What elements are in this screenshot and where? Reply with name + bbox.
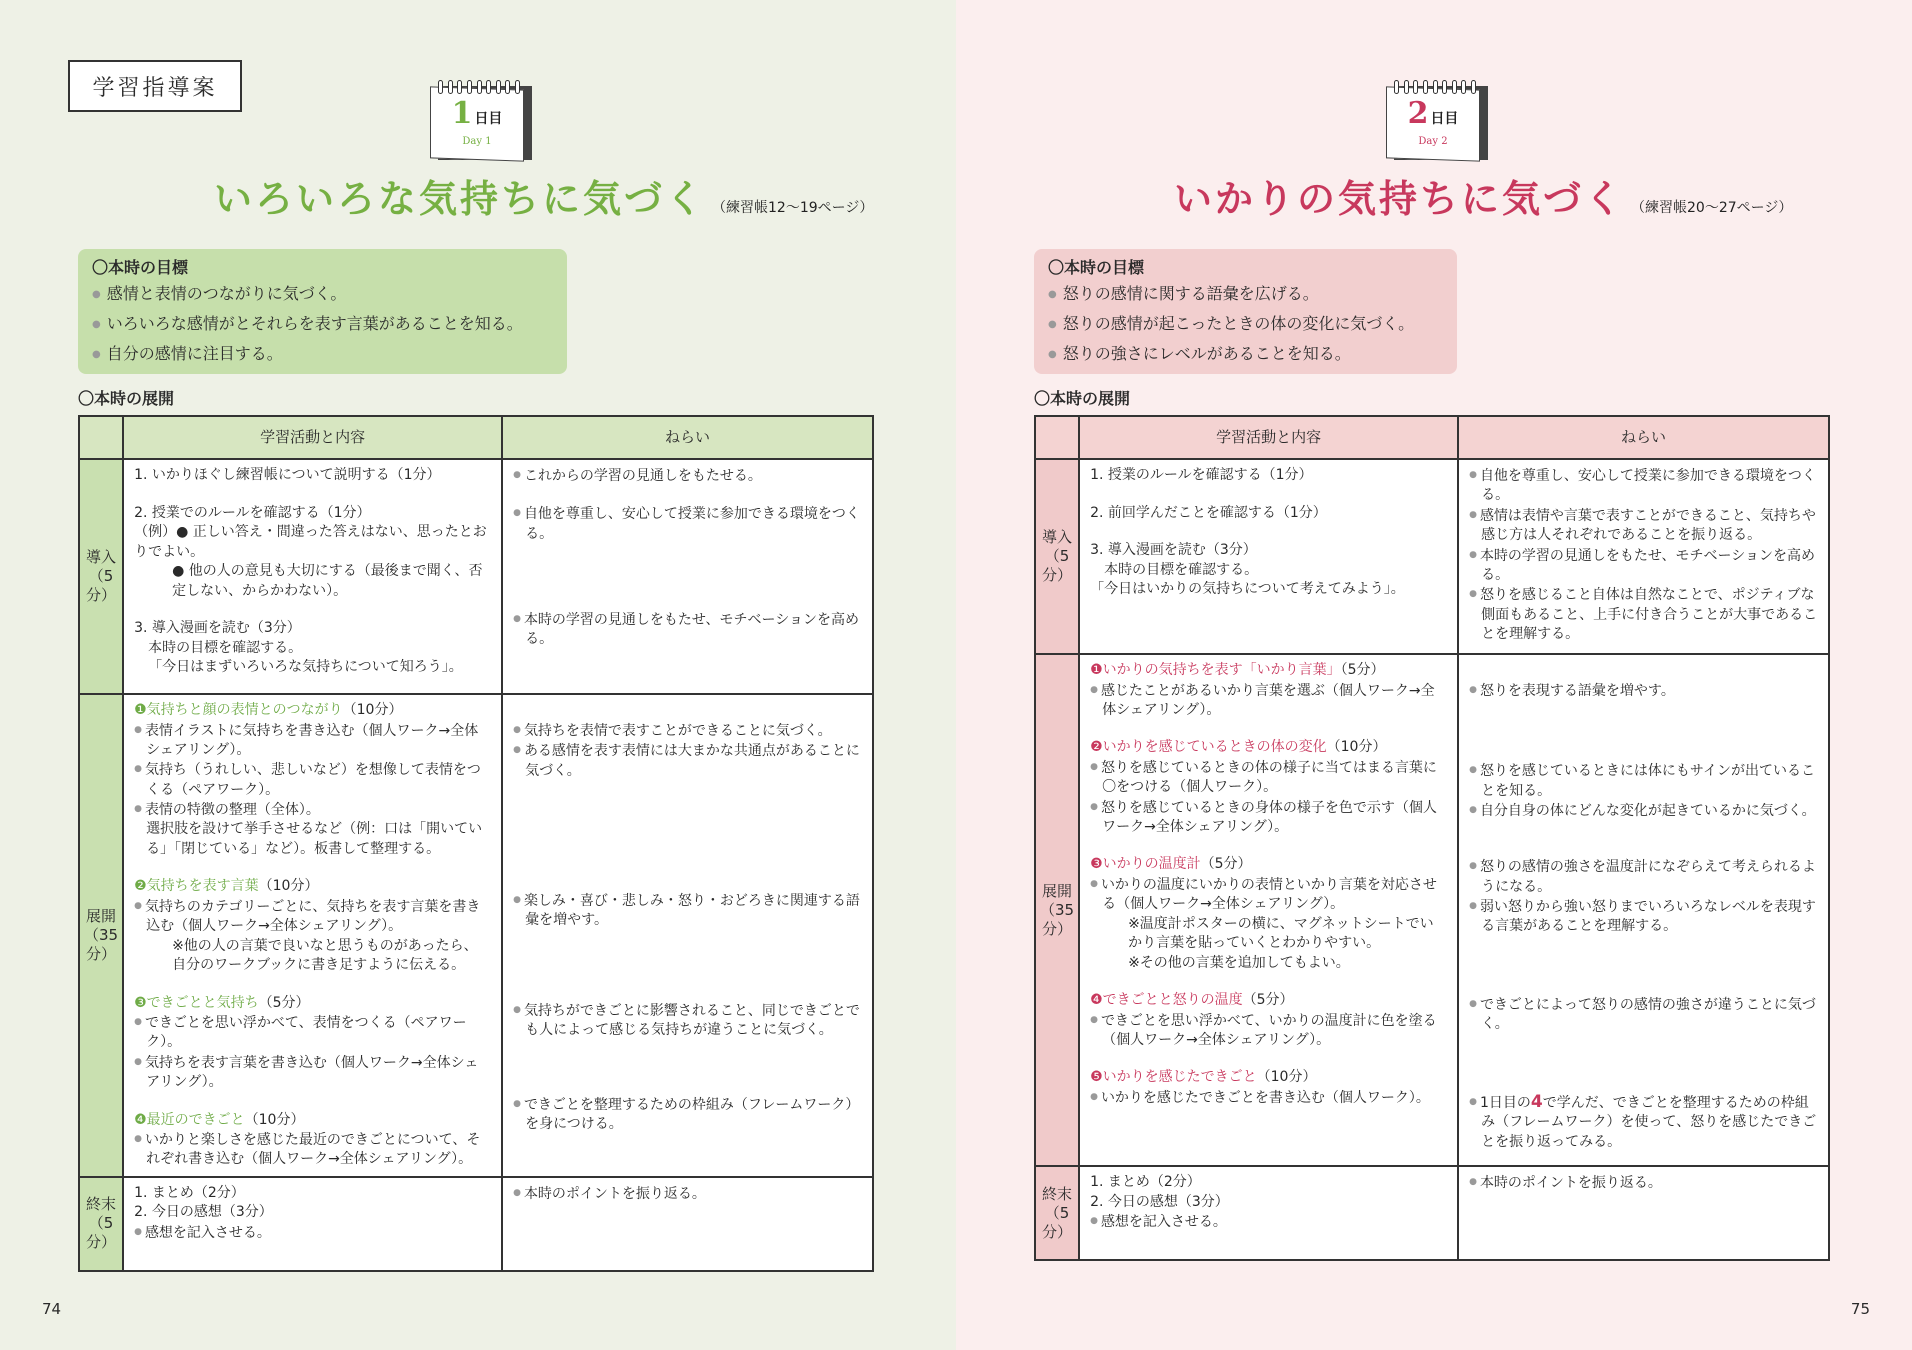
aim-item: ● 気持ちを表情で表すことができることに気づく。 <box>513 721 862 741</box>
activity-bullet: ● 表情イラストに気持ちを書き込む（個人ワーク→全体シェアリング）。 <box>134 721 491 761</box>
phase-main-label: 展開（35分） <box>1035 654 1079 1166</box>
column-header-activity: 学習活動と内容 <box>123 416 502 459</box>
lesson-goals <box>78 249 567 374</box>
step-number: ❸ <box>134 994 147 1011</box>
activity-note: ※他の人の言葉で良いなと思うものがあったら、自分のワークブックに書き足すように伝える。 <box>172 937 478 973</box>
main-aims <box>1458 654 1829 1166</box>
aim-item: ● 本時の学習の見通しをもたせ、モチベーションを高める。 <box>513 610 862 650</box>
phase-intro-label: 導入（5分） <box>79 459 123 694</box>
lesson-plan-table <box>1034 415 1830 1261</box>
step-title: いかりを感じているときの体の変化 <box>1102 739 1327 756</box>
step-time: （5分） <box>258 994 310 1011</box>
activity-bullet: ● 感想を記入させる。 <box>1090 1212 1447 1232</box>
activity-example: （例）● 正しい答え・間違った答えはない、思ったとおりでよい。 <box>134 524 487 560</box>
lesson-title-text: いろいろな気持ちに気づく <box>214 177 707 221</box>
aim-item: ● 自他を尊重し、安心して授業に参加できる環境をつくる。 <box>513 504 862 544</box>
step-time: （10分） <box>244 1111 305 1128</box>
step-number: ❸ <box>1090 856 1103 873</box>
activity-section <box>134 701 491 859</box>
activity-bullet: ● できごとを思い浮かべて、いかりの温度計に色を塗る（個人ワーク→全体シェアリング）。 <box>1090 1011 1447 1051</box>
step-time: （10分） <box>1326 739 1387 756</box>
step-number: ❷ <box>134 878 147 895</box>
activity-bullet: ● 感じたことがあるいかり言葉を選ぶ（個人ワーク→全体シェアリング）。 <box>1090 681 1447 721</box>
aim-item: ● 本時の学習の見通しをもたせ、モチベーションを高める。 <box>1469 546 1818 586</box>
phase-end-label: 終末（5分） <box>79 1177 123 1271</box>
aim-item: ● 自分自身の体にどんな変化が起きているかに気づく。 <box>1469 801 1818 821</box>
activity-item: 1. まとめ（2分） <box>1090 1174 1201 1190</box>
step-title: いかりの温度計 <box>1102 856 1201 873</box>
column-header-activity: 学習活動と内容 <box>1079 416 1458 459</box>
intro-activities <box>123 459 502 694</box>
lesson-title-text: いかりの気持ちに気づく <box>1174 177 1626 221</box>
aim-item: ● できごとを整理するための枠組み（フレームワーク）を身につける。 <box>513 1095 862 1135</box>
phase-end-label: 終末（5分） <box>1035 1166 1079 1260</box>
lesson-title-pages: （練習帳12～19ページ） <box>712 200 874 216</box>
step-number: ❹ <box>1090 992 1103 1008</box>
activity-sub: 本時の目標を確認する。 <box>1104 561 1259 578</box>
aim-item: ● 楽しみ・喜び・悲しみ・怒り・おどろきに関連する語彙を増やす。 <box>513 891 862 931</box>
step-title: いかりを感じたできごと <box>1102 1069 1257 1086</box>
activity-bullet: ● 怒りを感じているときの体の様子に当てはまる言葉に〇をつける（個人ワーク）。 <box>1090 758 1447 798</box>
activity-section <box>1090 991 1447 1050</box>
activity-bullet: ● 気持ちのカテゴリーごとに、気持ちを表す言葉を書き込む（個人ワーク→全体シェアリング）。 <box>134 897 491 937</box>
step-time: （10分） <box>1256 1069 1317 1086</box>
step-title: できごとと怒りの温度 <box>1102 992 1243 1008</box>
aim-item <box>1469 1093 1818 1153</box>
step-time: （5分） <box>1340 662 1385 678</box>
activity-bullet: ● 感想を記入させる。 <box>134 1223 491 1243</box>
activity-section <box>1090 855 1447 973</box>
goal-item: ● 怒りの感情に関する語彙を広げる。 <box>1048 279 1443 309</box>
activity-item <box>1090 541 1447 600</box>
aim-item: ● 気持ちができごとに影響されること、同じできごとでも人によって感じる気持ちが違うことに気づく。 <box>513 1001 862 1041</box>
activity-text: 3. 導入漫画を読む（3分） <box>134 620 301 636</box>
aim-text: 1日目の <box>1479 1094 1531 1111</box>
aim-item: ● 本時のポイントを振り返る。 <box>1469 1173 1818 1193</box>
day-label-en: Day 2 <box>1418 136 1448 147</box>
column-header-aim: ねらい <box>1458 416 1829 459</box>
step-time: （5分） <box>1200 856 1252 873</box>
day-suffix: 日目 <box>474 111 503 127</box>
end-aims <box>1458 1166 1829 1260</box>
calendar-icon <box>430 80 528 160</box>
activity-section <box>1090 661 1447 720</box>
step-title: 気持ちと顔の表情とのつながり <box>146 702 343 718</box>
aim-item: ● 自他を尊重し、安心して授業に参加できる環境をつくる。 <box>1469 466 1818 506</box>
lesson-title-pages: （練習帳20～27ページ） <box>1631 200 1793 216</box>
activity-sub: 「今日はまずいろいろな気持ちについて知ろう」。 <box>148 659 463 675</box>
step-number: ❷ <box>1090 739 1103 756</box>
goal-item: ● 自分の感情に注目する。 <box>92 339 553 369</box>
activity-text: 2. 授業でのルールを確認する（1分） <box>134 504 371 521</box>
aim-step-ref: 4 <box>1530 1091 1543 1112</box>
lesson-goals <box>1034 249 1457 374</box>
step-number: ❹ <box>134 1111 147 1128</box>
activity-sub: 本時の目標を確認する。 <box>148 639 303 656</box>
column-header-aim: ねらい <box>502 416 873 459</box>
activity-section <box>1090 1068 1447 1108</box>
phase-main-label: 展開（35分） <box>79 694 123 1177</box>
aim-text: で学んだ、できごとを整理するための枠組み（フレームワーク）を使って、怒りを感じたできごとを振り返ってみる。 <box>1481 1094 1817 1150</box>
aim-item: ● 怒りの感情の強さを温度計になぞらえて考えられるようになる。 <box>1469 857 1818 897</box>
step-title: 気持ちを表す言葉 <box>146 878 259 895</box>
aim-item: ● 弱い怒りから強い怒りまでいろいろなレベルを表現する言葉があることを理解する。 <box>1469 897 1818 937</box>
intro-aims <box>502 459 873 694</box>
activity-bullet: ● いかりを感じたできごとを書き込む（個人ワーク）。 <box>1090 1088 1447 1108</box>
step-time: （5分） <box>1242 992 1294 1008</box>
activity-item: 1. 授業のルールを確認する（1分） <box>1090 467 1313 483</box>
step-number: ❶ <box>134 702 147 718</box>
plan-heading: 〇本時の展開 <box>78 389 175 408</box>
main-activities <box>1079 654 1458 1166</box>
phase-intro-label: 導入（5分） <box>1035 459 1079 654</box>
end-aims <box>502 1177 873 1271</box>
activity-item: 2. 今日の感想（3分） <box>134 1204 273 1221</box>
activity-sub: 選択肢を設けて挙手させるなど（例：口は「開いている」「閉じている」など）。板書して整理する。 <box>146 821 483 857</box>
activity-item: 2. 前回学んだことを確認する（1分） <box>1090 504 1327 521</box>
aim-item: ● ある感情を表す表情には大まかな共通点があることに気づく。 <box>513 741 862 781</box>
aim-item: ● 感情は表情や言葉で表すことができること、気持ちや感じ方は人それぞれであることを振り返る。 <box>1469 506 1818 546</box>
activity-note: ※その他の言葉を追加してもよい。 <box>1128 954 1350 971</box>
activity-bullet: ● 怒りを感じているときの身体の様子を色で示す（個人ワーク→全体シェアリング）。 <box>1090 798 1447 838</box>
table-corner <box>79 416 123 459</box>
right-page <box>956 0 1912 1350</box>
activity-example: ● 他の人の意見も大切にする（最後まで聞く、否定しない、からかわない）。 <box>172 563 483 599</box>
page-number: 75 <box>1850 1300 1870 1318</box>
activity-section <box>134 994 491 1093</box>
goal-item: ● 怒りの感情が起こったときの体の変化に気づく。 <box>1048 309 1443 339</box>
lesson-title <box>214 168 873 223</box>
page-number: 74 <box>42 1300 62 1318</box>
step-number: ❺ <box>1090 1069 1103 1086</box>
activity-bullet: ● 表情の特徴の整理（全体）。 <box>134 800 491 820</box>
activity-bullet: ● できごとを思い浮かべて、表情をつくる（ペアワーク）。 <box>134 1013 491 1053</box>
document-type-label: 学習指導案 <box>68 60 242 112</box>
day-label-en: Day 1 <box>462 136 492 147</box>
lesson-plan-table <box>78 415 874 1272</box>
goal-item: ● 怒りの強さにレベルがあることを知る。 <box>1048 339 1443 369</box>
activity-section <box>134 1111 491 1170</box>
main-activities <box>123 694 502 1177</box>
activity-item: 1. いかりほぐし練習帳について説明する（1分） <box>134 467 441 483</box>
activity-text: 3. 導入漫画を読む（3分） <box>1090 542 1257 558</box>
calendar-icon <box>1386 80 1484 160</box>
activity-bullet: ● いかりの温度にいかりの表情といかり言葉を対応させる（個人ワーク→全体シェアリング）。 <box>1090 875 1447 915</box>
aim-item: ● 怒りを感じているときには体にもサインが出ていることを知る。 <box>1469 761 1818 801</box>
end-activities <box>1079 1166 1458 1260</box>
day-suffix: 日目 <box>1430 111 1459 127</box>
intro-aims <box>1458 459 1829 654</box>
plan-heading: 〇本時の展開 <box>1034 389 1131 408</box>
activity-item: 1. まとめ（2分） <box>134 1184 245 1201</box>
step-time: （10分） <box>342 702 403 718</box>
step-title: いかりの気持ちを表す「いかり言葉」 <box>1102 662 1341 678</box>
activity-sub: 「今日はいかりの気持ちについて考えてみよう」。 <box>1090 581 1405 597</box>
activity-section <box>1090 738 1447 837</box>
table-corner <box>1035 416 1079 459</box>
goal-item: ● 感情と表情のつながりに気づく。 <box>92 279 553 309</box>
activity-bullet: ● いかりと楽しさを感じた最近のできごとについて、それぞれ書き込む（個人ワーク→全体シェアリング）。 <box>134 1130 491 1170</box>
activity-note: ※温度計ポスターの横に、マグネットシートでいかり言葉を貼っていくとわかりやすい。 <box>1128 915 1434 951</box>
aim-item: ● 怒りを感じること自体は自然なことで、ポジティブな側面もあること、上手に付き合うことが大事であることを理解する。 <box>1469 585 1818 644</box>
aim-item: ● これからの学習の見通しをもたせる。 <box>513 466 862 486</box>
end-activities <box>123 1177 502 1271</box>
activity-item <box>134 504 491 602</box>
aim-item: ● 本時のポイントを振り返る。 <box>513 1184 862 1204</box>
step-time: （10分） <box>258 878 319 895</box>
activity-item <box>134 619 491 678</box>
goal-item: ● いろいろな感情がとそれらを表す言葉があることを知る。 <box>92 309 553 339</box>
step-title: 最近のできごと <box>146 1111 245 1128</box>
aim-item: ● できごとによって怒りの感情の強さが違うことに気づく。 <box>1469 995 1818 1035</box>
activity-bullet: ● 気持ち（うれしい、悲しいなど）を想像して表情をつくる（ペアワーク）。 <box>134 760 491 800</box>
step-title: できごとと気持ち <box>146 994 259 1011</box>
main-aims <box>502 694 873 1177</box>
lesson-title <box>1174 168 1792 223</box>
aim-item: ● 怒りを表現する語彙を増やす。 <box>1469 681 1818 701</box>
step-number: ❶ <box>1090 662 1103 678</box>
goals-heading: 〇本時の目標 <box>1048 258 1145 277</box>
goals-heading: 〇本時の目標 <box>92 258 189 277</box>
day-number: 2 <box>1407 96 1429 131</box>
intro-activities <box>1079 459 1458 654</box>
activity-bullet: ● 気持ちを表す言葉を書き込む（個人ワーク→全体シェアリング）。 <box>134 1053 491 1093</box>
day-number: 1 <box>451 96 473 131</box>
activity-item: 2. 今日の感想（3分） <box>1090 1193 1229 1210</box>
activity-section <box>134 877 491 975</box>
